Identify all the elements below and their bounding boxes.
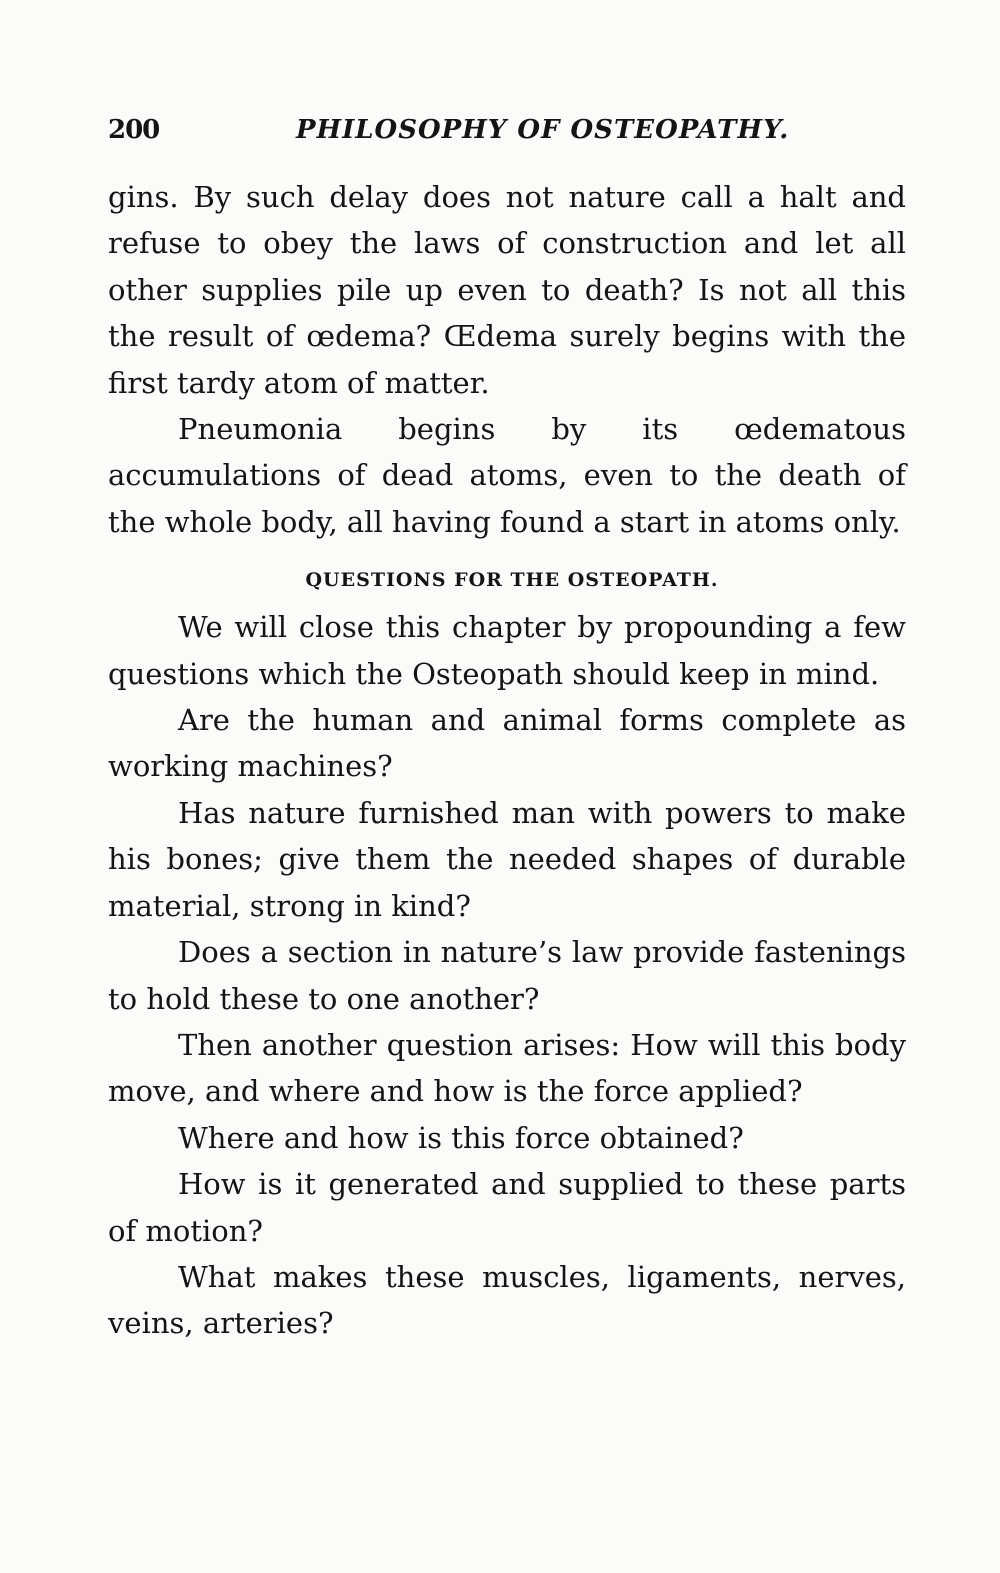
page-number: 200 [108, 115, 160, 145]
running-head [108, 112, 908, 148]
question-paragraph: What makes these muscles, ligaments, nerves, veins, arteries? [108, 1259, 906, 1341]
question-paragraph: How is it generated and supplied to these parts of motion? [108, 1167, 906, 1248]
body-text [108, 174, 906, 1347]
page-title: PHILOSOPHY OF OSTEOPATHY. [296, 115, 790, 145]
question-paragraph: Does a section in nature’s law provide fastenings to hold these to one another? [108, 935, 906, 1016]
question-paragraph: Are the human and animal forms complete as working machines? [108, 703, 906, 784]
question-paragraph: Where and how is this force obtained? [178, 1120, 744, 1155]
paragraph-intro: We will close this chapter by propounding a few questions which the Osteopath should keep in mind. [108, 610, 906, 691]
question-paragraph: Has nature furnished man with powers to make his bones; give them the needed shapes of durable material, strong in kind? [108, 795, 906, 923]
paragraph-pneumonia: Pneumonia begins by its œdematous accumulations of dead atoms, even to the death of the whole body, all having found a start in atoms only. [108, 412, 906, 539]
paragraph-continued: gins. By such delay does not nature call a halt and refuse to obey the laws of construction and let all other supplies pile up even to death? Is not all this the result of œdema? Œdema surely begins with the first tardy atom of matter. [108, 180, 906, 400]
question-paragraph: Then another question arises: How will this body move, and where and how is the force applied? [108, 1027, 906, 1109]
section-heading: QUESTIONS FOR THE OSTEOPATH. [305, 569, 719, 592]
